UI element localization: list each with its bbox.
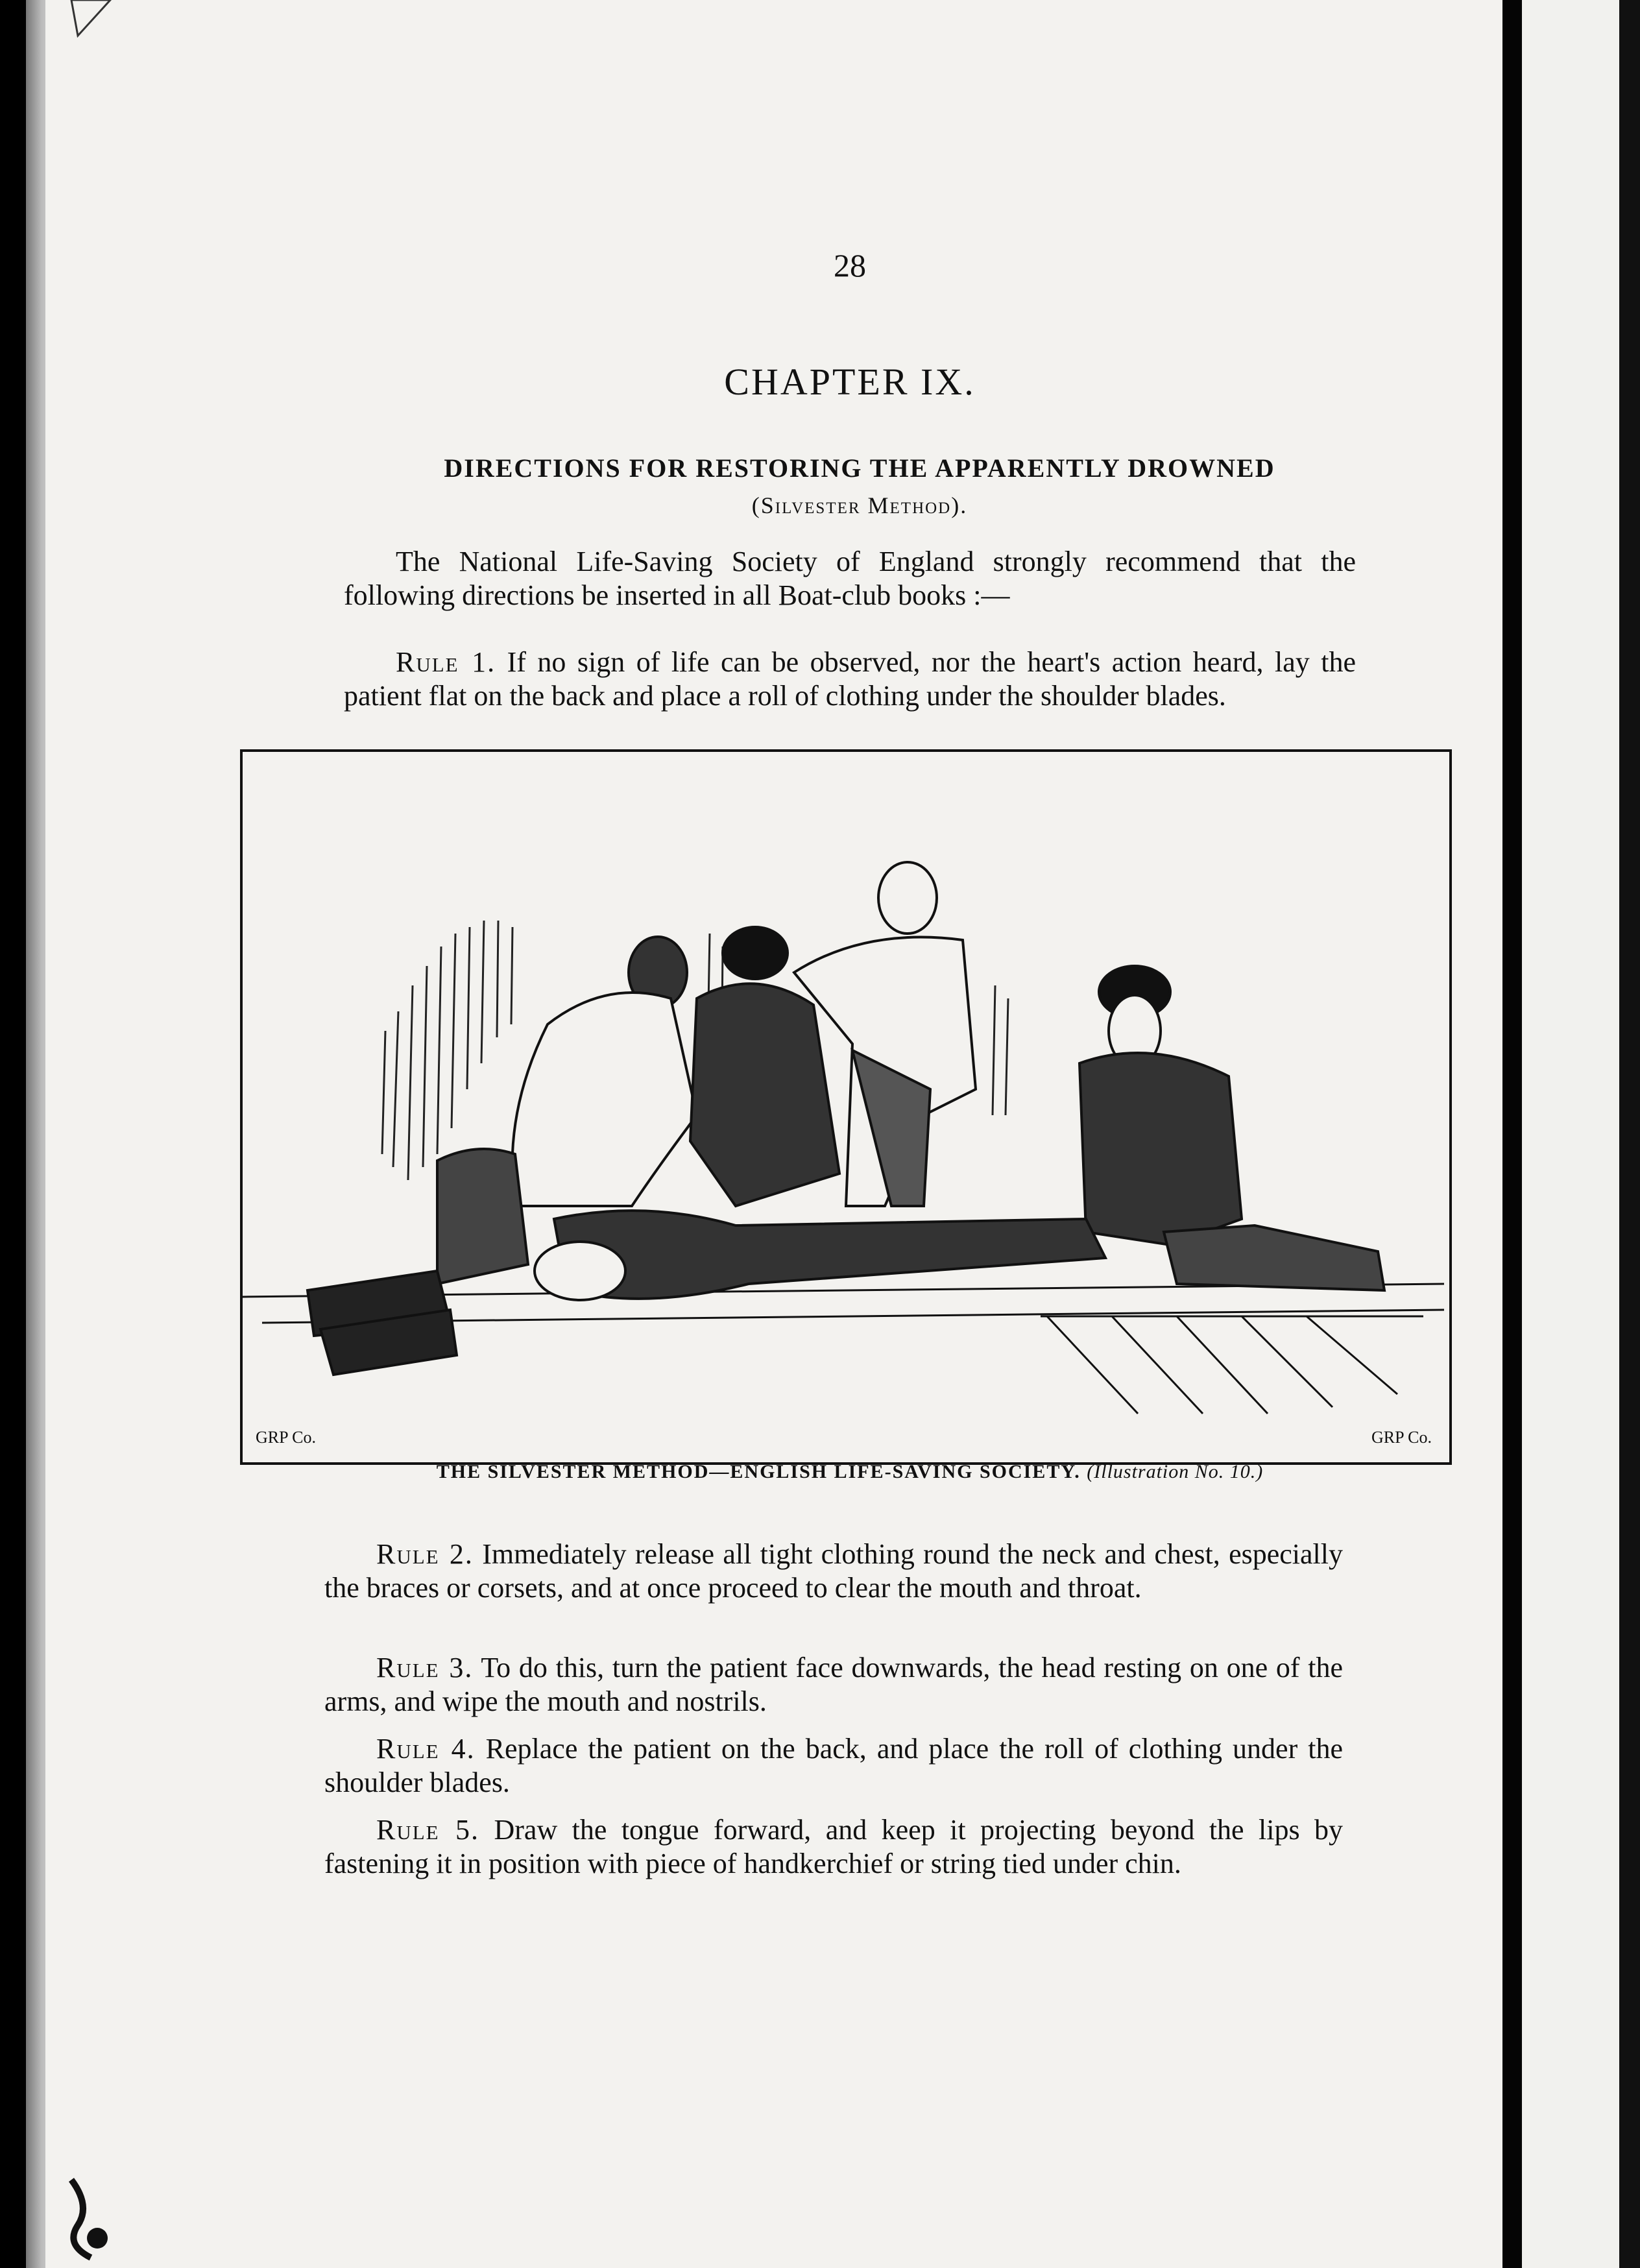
page-gutter-shadow [1502, 0, 1522, 2268]
rule-5-text: Draw the tongue forward, and keep it projecting beyond the lips by fastening it in position with piece of handkerchief or string tied under chin. [324, 1814, 1344, 1879]
rule-3-label: Rule 3. [376, 1652, 474, 1683]
rule-2-paragraph [324, 1538, 1343, 1605]
rule-4-paragraph [324, 1732, 1343, 1800]
engraving-drawing [243, 752, 1444, 1457]
rule-2-label: Rule 2. [376, 1538, 474, 1570]
rule-3-text: To do this, turn the patient face downwards, the head resting on one of the arms, and wipe the mouth and nostrils. [324, 1652, 1343, 1717]
rule-2-text: Immediately release all tight clothing round the neck and chest, especially the braces or corsets, and at once proceed to clear the mouth and throat. [324, 1538, 1343, 1604]
rule-3-paragraph [324, 1651, 1343, 1719]
rule-5-label: Rule 5. [376, 1814, 480, 1846]
chapter-title: CHAPTER IX. [724, 361, 976, 403]
caption-main: THE SILVESTER METHOD—ENGLISH LIFE-SAVING SOCIETY. [436, 1461, 1081, 1482]
adjacent-page-border [1619, 0, 1640, 2268]
kneeling-rescuer-left [308, 937, 697, 1375]
scan-blot [52, 2167, 130, 2264]
adjacent-page-edge [1522, 0, 1640, 2268]
illustration-caption [272, 1461, 1427, 1483]
method-subtitle: (Silvester Method). [751, 492, 968, 518]
kneeling-rescuer-right [1079, 966, 1384, 1290]
engraver-mark-left: GRP Co. [256, 1428, 316, 1447]
rule-1-text: If no sign of life can be observed, nor the heart's action heard, lay the patient flat on the back and place a roll of clothing under the shoulder blades. [344, 646, 1357, 712]
rule-1-paragraph [344, 645, 1356, 713]
rule-4-text: Replace the patient on the back, and place the roll of clothing under the shoulder blades. [324, 1733, 1344, 1798]
rule-1-label: Rule 1. [396, 646, 496, 678]
section-heading: DIRECTIONS FOR RESTORING THE APPARENTLY DROWNED [444, 453, 1275, 483]
rule-5-paragraph [324, 1813, 1343, 1881]
engraver-mark-right: GRP Co. [1371, 1428, 1432, 1447]
page-number: 28 [834, 247, 866, 284]
intro-paragraph: The National Life-Saving Society of England strongly recommend that the following directions be inserted in all Boat-club books :— [344, 546, 1356, 611]
drowned-patient [535, 1211, 1105, 1300]
caption-note: (Illustration No. 10.) [1087, 1461, 1264, 1482]
rule-4-label: Rule 4. [376, 1733, 476, 1765]
corner-fold-mark [65, 0, 123, 39]
silvester-method-illustration [240, 749, 1452, 1465]
